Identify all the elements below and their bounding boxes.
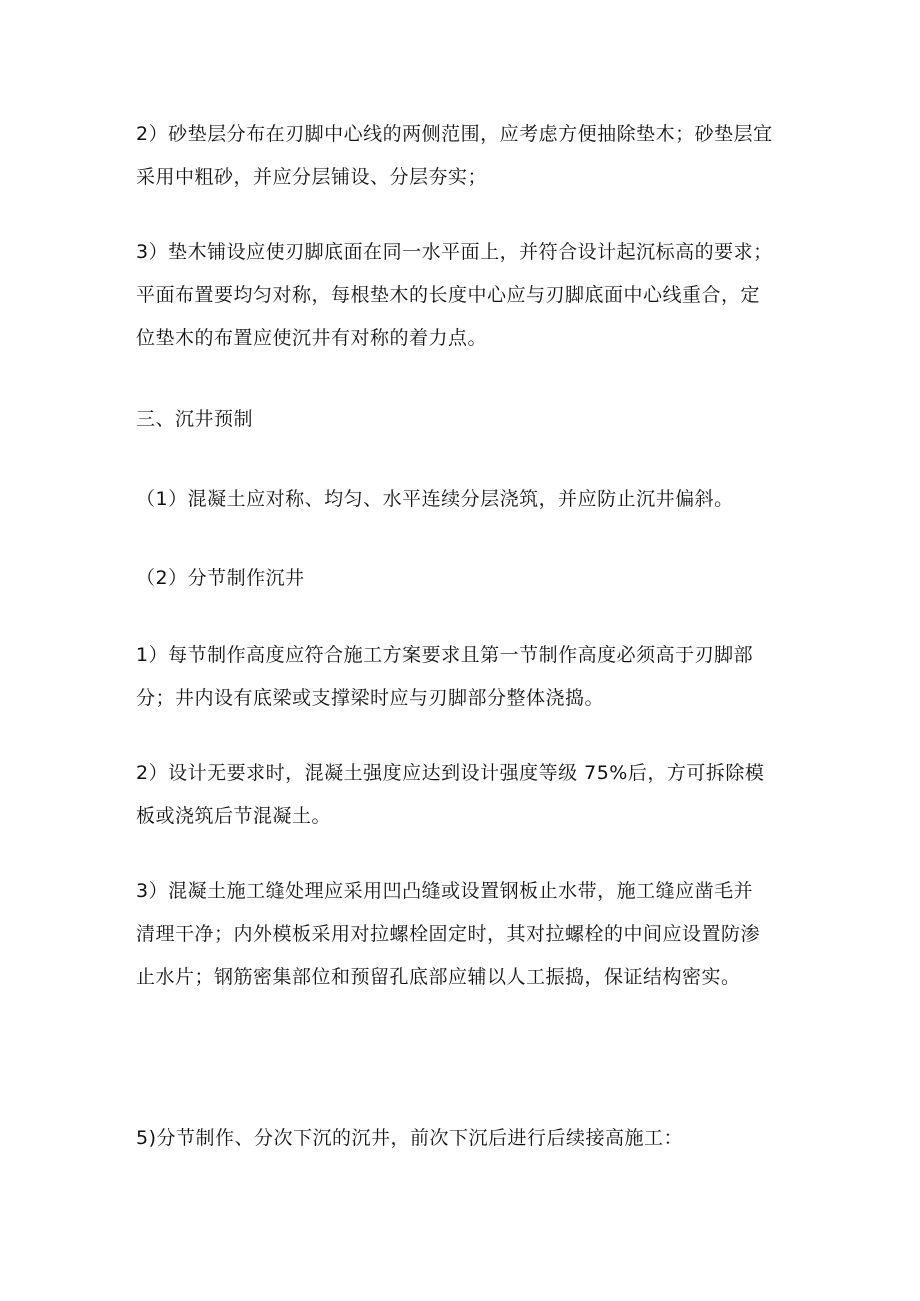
paragraph-sleeper-laying xyxy=(136,231,796,360)
paragraph-formwork-removal xyxy=(136,752,796,838)
paragraph-segment-height xyxy=(136,634,796,720)
text-line: 采用中粗砂，并应分层铺设、分层夯实； xyxy=(136,166,488,188)
paragraph-staged-sinking xyxy=(136,1117,796,1160)
text-line: 5)分节制作、分次下沉的沉井，前次下沉后进行后续接高施工： xyxy=(136,1127,684,1149)
text-line: 分；井内设有底梁或支撑梁时应与刃脚部分整体浇捣。 xyxy=(136,687,605,709)
section-heading-caisson-prefab xyxy=(136,398,796,441)
text-line: 1）每节制作高度应符合施工方案要求且第一节制作高度必须高于刃脚部 xyxy=(136,644,754,666)
text-line: 3）垫木铺设应使刃脚底面在同一水平面上，并符合设计起沉标高的要求； xyxy=(136,241,773,263)
text-line: 三、沉井预制 xyxy=(136,408,254,430)
text-line: 2）设计无要求时，混凝土强度应达到设计强度等级 75%后，方可拆除模 xyxy=(136,762,765,784)
text-line: （2）分节制作沉井 xyxy=(136,567,305,589)
paragraph-sand-cushion xyxy=(136,113,796,199)
text-line: （1）混凝土应对称、均匀、水平连续分层浇筑，并应防止沉井偏斜。 xyxy=(136,488,734,510)
paragraph-segment-fabrication xyxy=(136,557,796,600)
paragraph-construction-joint xyxy=(136,870,796,999)
text-line: 平面布置要均匀对称，每根垫木的长度中心应与刃脚底面中心线重合，定 xyxy=(136,284,761,306)
paragraph-concrete-pouring xyxy=(136,478,796,521)
text-line: 板或浇筑后节混凝土。 xyxy=(136,805,332,827)
text-line: 位垫木的布置应使沉井有对称的着力点。 xyxy=(136,327,488,349)
text-line: 止水片；钢筋密集部位和预留孔底部应辅以人工振捣，保证结构密实。 xyxy=(136,966,741,988)
text-line: 3）混凝土施工缝处理应采用凹凸缝或设置钢板止水带，施工缝应凿毛并 xyxy=(136,880,754,902)
text-line: 2）砂垫层分布在刃脚中心线的两侧范围，应考虑方便抽除垫木；砂垫层宜 xyxy=(136,123,773,145)
text-line: 清理干净；内外模板采用对拉螺栓固定时，其对拉螺栓的中间应设置防渗 xyxy=(136,923,761,945)
